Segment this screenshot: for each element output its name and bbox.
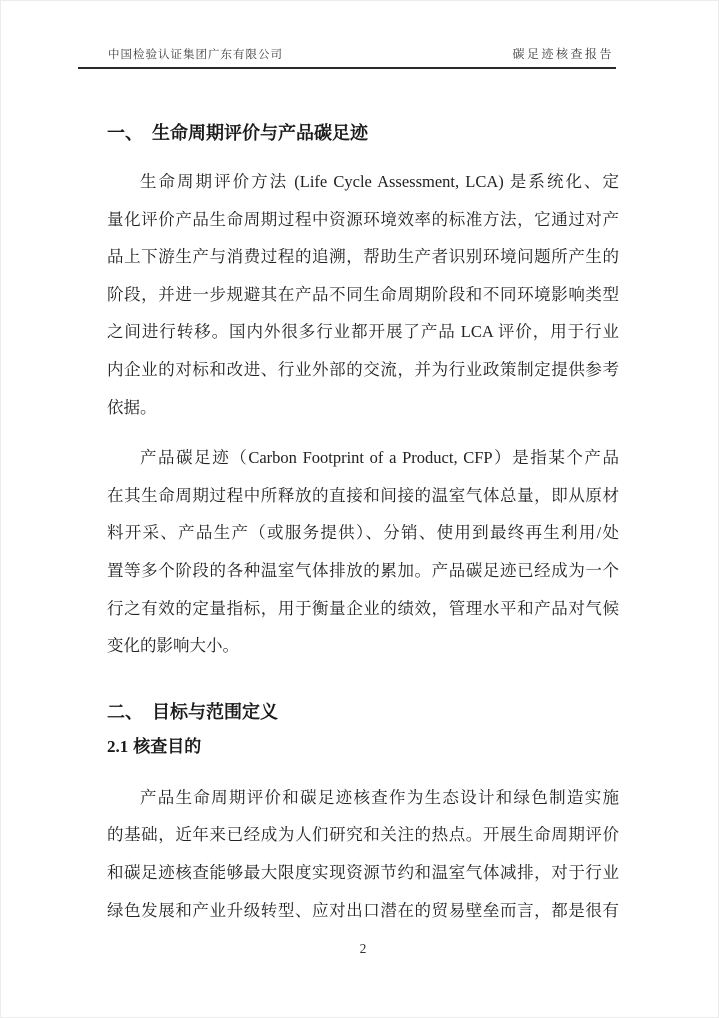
subsection-2-1-number: 2.1 [107,736,129,756]
section-2-title: 目标与范围定义 [152,701,278,722]
subsection-2-1-title: 核查目的 [133,736,202,756]
text-line: 绿色发展和产业升级转型、应对出口潜在的贸易壁垒而言，都是很有 [107,900,619,920]
section-1-heading [107,120,619,146]
text-line: 阶段，并进一步规避其在产品不同生命周期阶段和不同环境影响类型 [107,284,619,304]
section-1-number: 一、 [107,123,143,143]
text-line: 之间进行转移。国内外很多行业都开展了产品 LCA 评价，用于行业 [107,322,619,342]
text-line: 品上下游生产与消费过程的追溯，帮助生产者识别环境问题所产生的 [107,247,619,267]
text-line: 和碳足迹核查能够最大限度实现资源节约和温室气体减排，对于行业 [107,862,619,882]
text-line: 产品碳足迹（Carbon Footprint of a Product, CFP）是指某个产品 [140,448,619,468]
text-line: 的基础，近年来已经成为人们研究和关注的热点。开展生命周期评价 [107,825,619,845]
paragraph-cfp-definition [107,439,619,665]
section-2-number: 二、 [107,701,143,722]
subsection-2-1-heading [107,735,619,759]
text-line: 行之有效的定量指标，用于衡量企业的绩效，管理水平和产品对气候 [107,598,619,618]
document-body [107,1,619,959]
section-2-heading [107,699,619,725]
paragraph-lca-intro [107,163,619,426]
text-line: 生命周期评价方法 (Life Cycle Assessment, LCA) 是系统化、定 [140,172,619,191]
text-line: 料开采、产品生产（或服务提供）、分销、使用到最终再生利用/处 [107,523,619,543]
text-line: 置等多个阶段的各种温室气体排放的累加。产品碳足迹已经成为一个 [107,560,619,580]
text-line: 在其生命周期过程中所释放的直接和间接的温室气体总量，即从原材 [107,485,619,505]
page-number: 2 [359,941,367,957]
text-line: 量化评价产品生命周期过程中资源环境效率的标准方法，它通过对产 [107,209,619,229]
text-line: 内企业的对标和改进、行业外部的交流，并为行业政策制定提供参考 [107,359,619,379]
page-footer [107,939,619,959]
text-line: 变化的影响大小。 [107,636,239,656]
text-line: 产品生命周期评价和碳足迹核查作为生态设计和绿色制造实施 [140,787,619,807]
section-1-title: 生命周期评价与产品碳足迹 [152,123,368,143]
header-company-name: 中国检验认证集团广东有限公司 [108,49,283,61]
text-line: 依据。 [107,397,157,417]
paragraph-verification-purpose [107,779,619,929]
header-report-title: 碳足迹核查报告 [512,47,614,61]
